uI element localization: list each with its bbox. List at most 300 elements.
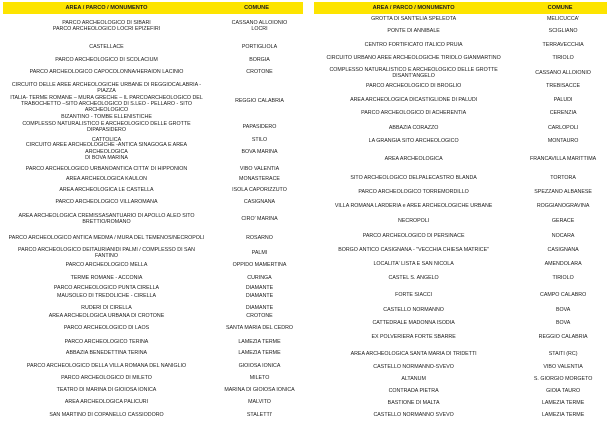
comune-cell xyxy=(513,70,607,76)
table-row xyxy=(3,325,303,331)
table-row xyxy=(314,261,607,267)
comune-cell xyxy=(513,388,607,394)
area-text: CIRCUITO DELLE AREE ARCHEOLOGICHE URBANE DI REGGIOCALABRIA - PIAZZA xyxy=(11,81,202,95)
comune-text: ROGGIANOGRAVINA xyxy=(536,202,590,209)
area-text: PARCO ARCHEOLOGICO DI PERSINACE xyxy=(362,232,465,239)
area-cell xyxy=(3,69,210,75)
area-cell xyxy=(3,121,210,134)
area-text: AREA ARCHEOLOGICA SANTA MARIA DI TRIDETTI xyxy=(350,350,477,357)
area-text: VILLA ROMANA LARDERIA e AREE ARCHEOLOGICHE URBANE xyxy=(334,202,493,209)
comune-cell xyxy=(513,247,607,253)
comune-text: LAMEZIA TERME xyxy=(541,411,585,418)
comune-cell xyxy=(513,138,607,144)
comune-cell xyxy=(210,339,303,345)
comune-cell xyxy=(513,42,607,48)
area-cell xyxy=(314,376,513,382)
comune-text: BOVA MARINA xyxy=(241,148,278,155)
area-cell xyxy=(314,307,513,313)
table-row xyxy=(3,350,303,356)
comune-text: CURINGA xyxy=(247,274,272,281)
area-text: CATTOLICA xyxy=(91,136,122,143)
area-text: RUDERI DI CIRELLA xyxy=(81,304,132,311)
comune-text: CASIGNANA xyxy=(243,198,276,205)
area-cell xyxy=(3,293,210,299)
area-cell xyxy=(314,261,513,267)
comune-cell xyxy=(210,44,303,50)
comune-text: REGGIO CALABRIA xyxy=(538,333,588,340)
table-row xyxy=(314,218,607,224)
comune-text: CROTONE xyxy=(246,312,273,319)
area-cell xyxy=(3,176,210,182)
comune-cell xyxy=(513,125,607,131)
area-cell xyxy=(3,313,210,319)
area-text: PARCO ARCHEOLOGICO DI SCOLACIUM xyxy=(55,56,158,63)
table-row xyxy=(314,42,607,48)
comune-text: REGGIO CALABRIA xyxy=(235,97,284,104)
table-header xyxy=(314,2,607,14)
comune-cell xyxy=(210,293,303,299)
header-area: AREA / PARCO / MONUMENTO xyxy=(65,5,148,11)
area-text: PARCO ARCHEOLOGICO URBANOANTICA CITTA' DI HIPPONION xyxy=(25,165,188,172)
area-cell xyxy=(314,138,513,144)
comune-text: MONTAURO xyxy=(547,137,579,144)
area-cell xyxy=(314,320,513,326)
comune-cell xyxy=(210,176,303,182)
comune-text: DIAMANTE xyxy=(245,304,274,311)
comune-text: GIOIA TAURO xyxy=(546,387,581,394)
comune-cell xyxy=(210,235,303,241)
comune-text: TREBISACCE xyxy=(546,82,581,89)
comune-text: MELICUCCA' xyxy=(547,15,580,22)
table-row xyxy=(3,120,303,133)
table-row xyxy=(3,262,303,268)
comune-cell xyxy=(210,199,303,205)
area-text: BRETTIO/ROMANO xyxy=(82,218,131,225)
area-text: ABBAZIA CORAZZO xyxy=(388,124,439,131)
comune-cell xyxy=(513,307,607,313)
area-cell xyxy=(314,110,513,116)
area-cell xyxy=(3,387,210,393)
table-row xyxy=(3,213,303,226)
area-text: PARCO ARCHEOLOGICO DI MILETO xyxy=(61,374,152,381)
comune-cell xyxy=(210,20,303,33)
table-row xyxy=(3,44,303,50)
comune-text: S. GIORGIO MORGETO xyxy=(533,375,593,382)
table-row xyxy=(314,307,607,313)
area-text: TEATRO DI MARINA DI GIOIOSA IONICA xyxy=(56,386,157,393)
table-row xyxy=(314,388,607,394)
comune-text: STAITI (RC) xyxy=(548,350,578,357)
table-row xyxy=(3,363,303,369)
area-text: EX POLVERIERA FORTE SBARRE xyxy=(371,333,456,340)
comune-text: PORTIGLIOLA xyxy=(241,43,278,50)
right-table xyxy=(314,2,607,418)
table-row xyxy=(314,66,607,79)
table-row xyxy=(314,83,607,89)
table-row xyxy=(3,293,303,299)
comune-text: TIRIOLO xyxy=(552,54,574,61)
area-cell xyxy=(3,262,210,268)
comune-cell xyxy=(513,55,607,61)
comune-text: CERENZIA xyxy=(549,109,577,116)
area-text: PARCO ARCHEOLOGICO PUNTA CIRELLA xyxy=(53,284,160,291)
area-cell xyxy=(314,16,513,22)
table-row xyxy=(314,16,607,22)
comune-cell xyxy=(513,218,607,224)
table-row xyxy=(3,199,303,205)
area-text: PARCO ARCHEOLOGICO TERINA xyxy=(64,338,149,345)
table-row xyxy=(314,156,607,162)
comune-cell xyxy=(210,387,303,393)
table-row xyxy=(314,292,607,298)
comune-text: CAMPO CALABRO xyxy=(540,291,587,298)
area-text: CASTELLACE xyxy=(89,43,124,50)
area-text: AREA ARCHEOLOGICA PALICURI xyxy=(64,398,149,405)
table-row xyxy=(314,320,607,326)
comune-cell xyxy=(210,412,303,418)
comune-cell xyxy=(513,110,607,116)
table-row xyxy=(3,246,303,259)
comune-text: TERRAVECCHIA xyxy=(542,41,584,48)
comune-text: VIBO VALENTIA xyxy=(543,363,583,370)
area-text: PARCO ARCHEOLOGICO DI BROGLIO xyxy=(365,82,462,89)
table-row xyxy=(3,305,303,311)
comune-text: TORTORA xyxy=(550,174,576,181)
table-row xyxy=(3,339,303,345)
comune-cell xyxy=(513,175,607,181)
comune-cell xyxy=(513,97,607,103)
area-text: COMPLESSO NATURALISTICO E ARCHEOLOGICO DELLE GROTTE DISANT'ANGELO xyxy=(329,66,498,79)
comune-text: LAMEZIA TERME xyxy=(541,399,585,406)
comune-text: NOCARA xyxy=(551,232,575,239)
comune-text: PALUDI xyxy=(553,96,573,103)
comune-text: SPEZZANO ALBANESE xyxy=(534,188,592,195)
comune-cell xyxy=(513,376,607,382)
area-cell xyxy=(314,233,513,239)
table-row xyxy=(3,166,303,172)
comune-cell xyxy=(210,363,303,369)
area-cell xyxy=(3,275,210,281)
comune-text: MILETO xyxy=(249,374,270,381)
comune-text: BOVA xyxy=(555,306,571,313)
table-row xyxy=(314,334,607,340)
comune-text: CARLOPOLI xyxy=(547,124,579,131)
table-row xyxy=(3,142,303,162)
table-row xyxy=(3,69,303,75)
area-cell xyxy=(3,305,210,311)
area-text: BASTIONE DI MALTA xyxy=(387,399,440,406)
comune-cell xyxy=(210,262,303,268)
area-text: TRABOCHETTO –SITO ARCHEOLOGICO DI S.LEO - PELLARO - SITO ARCHEOLOGICO xyxy=(20,100,192,114)
area-cell xyxy=(3,142,210,161)
table-row xyxy=(3,20,303,33)
table-row xyxy=(3,387,303,393)
area-text: SAN MARTINO DI COPANELLO CASSIODORO xyxy=(49,411,164,418)
comune-text: AMENDOLARA xyxy=(544,260,582,267)
comune-cell xyxy=(513,351,607,357)
comune-text: PAPASIDERO xyxy=(242,123,277,130)
comune-cell xyxy=(513,16,607,22)
area-text: CASTELLO NORMANNO xyxy=(383,306,444,313)
area-text: CATTEDRALE MADONNA ISODIA xyxy=(372,319,455,326)
comune-text: ROSARNO xyxy=(246,234,273,241)
comune-text: LAMEZIA TERME xyxy=(238,349,281,356)
area-cell xyxy=(314,388,513,394)
table-row xyxy=(314,364,607,370)
area-cell xyxy=(3,363,210,369)
area-text: PARCO ARCHEOLOGICO ANTICA MEDMA / MURA DEL TEMENOS/NECROPOLI xyxy=(8,234,205,241)
area-text: CENTRO FORTIFICATO ITALICO PRUIA xyxy=(364,41,463,48)
area-cell xyxy=(314,218,513,224)
area-cell xyxy=(3,235,210,241)
comune-text: MONASTERACE xyxy=(239,175,280,182)
area-text: AREA ARCHEOLOGICA URBANA DI CROTONE xyxy=(48,312,165,319)
comune-cell xyxy=(210,275,303,281)
area-text: AREA ARCHEOLOGICA KAULON xyxy=(66,175,147,182)
table-row xyxy=(314,275,607,281)
area-cell xyxy=(314,203,513,209)
comune-text: GIOIOSA IONICA xyxy=(238,362,281,369)
comune-text: BORGIA xyxy=(249,56,270,63)
comune-text: VIBO VALENTIA xyxy=(239,165,280,172)
area-text: CASTELLO NORMANNO-SVEVO xyxy=(373,363,454,370)
area-text: SITO ARCHEOLOGICO DELPALECASTRO BLANDA xyxy=(350,174,477,181)
comune-cell xyxy=(513,364,607,370)
comune-text: FRANCAVILLA MARITTIMA xyxy=(530,155,597,162)
comune-cell xyxy=(210,305,303,311)
comune-cell xyxy=(513,275,607,281)
area-text: ABBAZIA BENEDETTINA TERINA xyxy=(65,349,148,356)
table-row xyxy=(314,175,607,181)
area-cell xyxy=(3,285,210,291)
comune-cell xyxy=(513,203,607,209)
comune-cell xyxy=(513,334,607,340)
area-cell xyxy=(3,82,210,120)
area-text: AREA ARCHEOLOGICA CREMISSASANTUARIO DI APOLLO ALEO SITO xyxy=(18,212,195,219)
area-text: PARCO ARCHEOLOGICO DI ACHERENTIA xyxy=(361,109,467,116)
comune-text: CASIGNANA xyxy=(547,246,579,253)
table-row xyxy=(314,351,607,357)
comune-text: CIRO' MARINA xyxy=(241,215,278,222)
comune-cell xyxy=(210,325,303,331)
area-cell xyxy=(314,67,513,80)
table-header xyxy=(3,2,303,14)
comune-cell xyxy=(210,149,303,155)
comune-text: DIAMANTE xyxy=(245,284,274,291)
area-text: PARCO ARCHEOLOGICO VILLAROMANA xyxy=(55,198,158,205)
comune-cell xyxy=(210,375,303,381)
comune-text: CROTONE xyxy=(246,68,273,75)
comune-text: CASSANO ALLOIONIO xyxy=(535,69,591,76)
comune-cell xyxy=(513,292,607,298)
area-text: CASTELLO NORMANNO SVEVO xyxy=(373,411,454,418)
comune-cell xyxy=(210,313,303,319)
area-cell xyxy=(3,399,210,405)
comune-cell xyxy=(210,285,303,291)
area-cell xyxy=(314,189,513,195)
area-cell xyxy=(3,166,210,172)
table-row xyxy=(314,138,607,144)
area-cell xyxy=(314,400,513,406)
area-cell xyxy=(314,28,513,34)
header-comune: COMUNE xyxy=(547,5,573,11)
area-text: BIZANTINO - TOMBE ELLENISTICHE xyxy=(61,113,152,120)
area-cell xyxy=(3,20,210,33)
area-cell xyxy=(3,325,210,331)
table-row xyxy=(3,313,303,319)
area-text: CIRCUITO AREE ARCHEOLOGICHE -ANTICA SINAGOGA E AREA ARCHEOLOGICA xyxy=(25,142,188,155)
area-cell xyxy=(314,351,513,357)
comune-cell xyxy=(513,156,607,162)
table-row xyxy=(3,399,303,405)
area-cell xyxy=(314,156,513,162)
table-row xyxy=(314,125,607,131)
comune-cell xyxy=(210,399,303,405)
comune-cell xyxy=(210,350,303,356)
table-row xyxy=(314,412,607,418)
comune-cell xyxy=(513,400,607,406)
table-row xyxy=(314,233,607,239)
area-cell xyxy=(3,412,210,418)
area-cell xyxy=(314,247,513,253)
table-row xyxy=(314,203,607,209)
area-text: NECROPOLI xyxy=(398,217,430,224)
area-cell xyxy=(3,44,210,50)
table-row xyxy=(3,275,303,281)
area-cell xyxy=(314,42,513,48)
area-text: LOCALITA' LISTA E SAN NICOLA xyxy=(373,260,454,267)
area-text: ITALIA- TERME ROMANE – MURA GRECHE – IL PARCOARCHEOLOGICO DEL xyxy=(10,94,203,101)
area-cell xyxy=(314,364,513,370)
area-cell xyxy=(314,175,513,181)
area-text: TERME ROMANE - ACCONIA xyxy=(70,274,143,281)
comune-text: SANTA MARIA DEL CEDRO xyxy=(225,324,294,331)
table-row xyxy=(3,412,303,418)
table-row xyxy=(3,375,303,381)
table-row xyxy=(314,55,607,61)
table-row xyxy=(3,285,303,291)
area-text: LA GRANGIA SITO ARCHEOLOGICO xyxy=(368,137,459,144)
comune-text: STILO xyxy=(251,136,268,143)
area-text: CONTRADA PIETRA xyxy=(388,387,439,394)
comune-text: CASSANO ALLOIONIO xyxy=(231,19,288,26)
area-text: MAUSOLEO DI TREDOLICHE - CIRELLA xyxy=(56,292,157,299)
area-text: DI BOVA MARINA xyxy=(85,155,128,162)
area-cell xyxy=(3,247,210,260)
area-text: AREA ARCHEOLOGICA LE CASTELLA xyxy=(59,186,154,193)
area-cell xyxy=(314,97,513,103)
comune-cell xyxy=(513,28,607,34)
header-area: AREA / PARCO / MONUMENTO xyxy=(372,5,455,11)
comune-cell xyxy=(210,187,303,193)
area-text: FORTE SIACCI xyxy=(395,291,433,298)
comune-text: MALVITO xyxy=(248,398,271,405)
comune-cell xyxy=(210,57,303,63)
comune-cell xyxy=(210,98,303,104)
area-text: CASTEL S. ANGELO xyxy=(388,274,439,281)
area-cell xyxy=(314,275,513,281)
comune-text: STALETTI' xyxy=(246,411,273,418)
area-text: PARCO ARCHEOLOGICO CAPOCOLONNA/HERAION LACINIO xyxy=(29,68,184,75)
area-cell xyxy=(3,199,210,205)
area-text: PARCO ARCHEOLOGICO DI SIBARI xyxy=(62,19,151,26)
comune-text: PALMI xyxy=(251,249,268,256)
table-row xyxy=(314,400,607,406)
header-comune: COMUNE xyxy=(244,5,269,11)
area-text: AREA ARCHEOLOGICA xyxy=(384,155,443,162)
comune-cell xyxy=(513,233,607,239)
area-text: PARCO ARCHEOLOGICO DEITAURIANIDI PALMI / COMPLESSO DI SAN FANTINO xyxy=(18,246,195,259)
table-row xyxy=(314,110,607,116)
area-cell xyxy=(3,187,210,193)
comune-cell xyxy=(210,166,303,172)
comune-cell xyxy=(210,137,303,143)
comune-text: MARINA DI GIOIOSA IONICA xyxy=(224,386,295,393)
area-cell xyxy=(314,55,513,61)
comune-cell xyxy=(513,412,607,418)
table-row xyxy=(3,81,303,120)
area-text: GROTTA DI SANT'ELIA SPELEOTA xyxy=(371,15,457,22)
comune-cell xyxy=(513,261,607,267)
area-cell xyxy=(314,125,513,131)
comune-text: GERACE xyxy=(551,217,575,224)
comune-text: TIRIOLO xyxy=(552,274,574,281)
area-text: PARCO ARCHEOLOGICO DI LAOS xyxy=(63,324,150,331)
table-row xyxy=(314,247,607,253)
table-row xyxy=(3,176,303,182)
comune-text: LAMEZIA TERME xyxy=(238,338,281,345)
comune-text: DIAMANTE xyxy=(245,292,274,299)
area-text: PARCO ARCHEOLOGICO TORREMORDILLO xyxy=(358,188,469,195)
comune-text: LOCRI xyxy=(251,25,268,32)
comune-text: ISOLA CAPORIZZUTO xyxy=(232,186,287,193)
area-text: BORGO ANTICO CASIGNANA - "VECCHIA CHIESA MATRICE" xyxy=(338,246,490,253)
table-row xyxy=(314,97,607,103)
comune-text: BOVA xyxy=(555,319,571,326)
table-row xyxy=(3,187,303,193)
area-text: ALTANUM xyxy=(401,375,426,382)
comune-text: OPPIDO MAMERTINA xyxy=(232,261,287,268)
area-text: CIRCUITO URBANO AREE ARCHEOLOGICHE TIRIOLO GIANMARTINO xyxy=(326,54,501,61)
area-text: PARCO ARCHEOLOGICO DELLA VILLA ROMANA DEL NANIGLIO xyxy=(26,362,187,369)
comune-cell xyxy=(210,69,303,75)
area-cell xyxy=(3,375,210,381)
area-cell xyxy=(3,339,210,345)
comune-cell xyxy=(210,216,303,222)
table-row xyxy=(3,235,303,241)
area-cell xyxy=(314,334,513,340)
comune-text: SCIGLIANO xyxy=(548,27,578,34)
table-row xyxy=(314,376,607,382)
comune-cell xyxy=(210,124,303,130)
area-cell xyxy=(3,350,210,356)
area-cell xyxy=(3,213,210,226)
area-text: PARCO ARCHEOLOGICO LOCRI EPIZEFIRI xyxy=(52,25,161,32)
comune-cell xyxy=(513,320,607,326)
table-row xyxy=(3,57,303,63)
table-row xyxy=(314,28,607,34)
area-cell xyxy=(314,292,513,298)
left-table xyxy=(3,2,303,418)
area-cell xyxy=(3,57,210,63)
area-text: COMPLESSO NATURALISTICO E ARCHEOLOGICO DELLE GROTTE DIPAPASIDERO xyxy=(22,120,191,133)
area-text: AREA ARCHEOLOGICA DICASTIGLIONE DI PALUDI xyxy=(350,96,478,103)
comune-cell xyxy=(513,189,607,195)
comune-cell xyxy=(513,83,607,89)
area-text: PARCO ARCHEOLOGICO MELLA xyxy=(65,261,148,268)
table-row xyxy=(314,189,607,195)
area-cell xyxy=(314,412,513,418)
